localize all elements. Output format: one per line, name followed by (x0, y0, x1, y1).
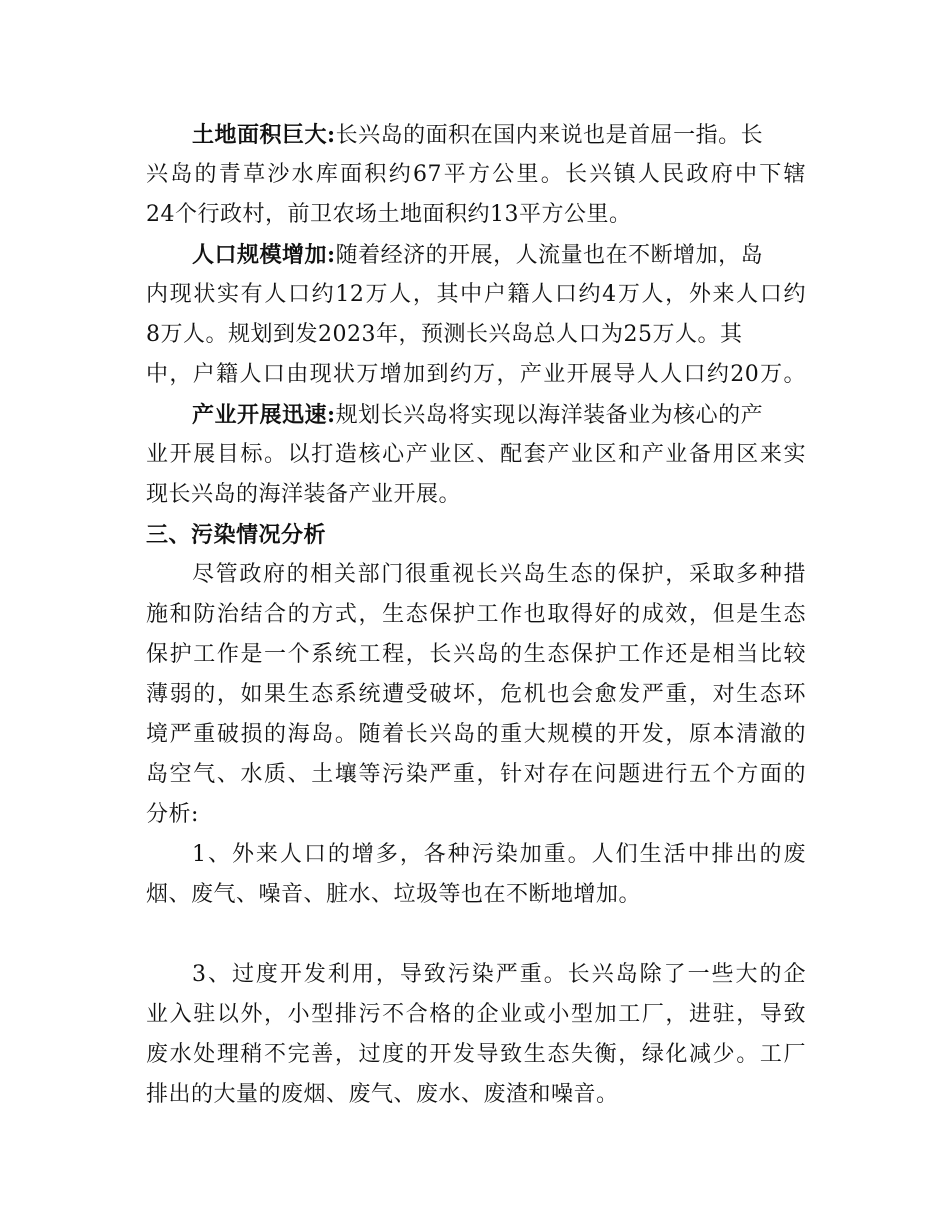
paragraph-population-line-1 (192, 238, 806, 273)
text-span: 随着经济的开展，人流量也在不断增加，岛 (335, 243, 764, 268)
paragraph-analysis-line-5: 境严重破损的海岛。随着长兴岛的重大规模的开发，原本清澈的 (146, 722, 806, 747)
paragraph-population-line-3: 8万人。规划到发2023年，预测长兴岛总人口为25万人。其 (146, 322, 743, 347)
paragraph-population-line-4: 中，户籍人口由现状万增加到约万，产业开展导人人口约20万。 (146, 362, 806, 387)
section-title: 三、污染情况分析 (146, 522, 327, 548)
paragraph-item-3-line-1: 3、过度开发利用，导致污染严重。长兴岛除了一些大的企 (192, 962, 806, 987)
paragraph-industry-line-3: 现长兴岛的海洋装备产业开展。 (146, 482, 462, 507)
paragraph-analysis-line-3: 保护工作是一个系统工程，长兴岛的生态保护工作还是相当比较 (146, 642, 806, 667)
paragraph-land-area-line-2: 兴岛的青草沙水库面积约67平方公里。长兴镇人民政府中下辖 (146, 162, 806, 187)
paragraph-analysis-line-1: 尽管政府的相关部门很重视长兴岛生态的保护，采取多种措 (192, 562, 806, 587)
paragraph-analysis-line-6: 岛空气、水质、土壤等污染严重，针对存在问题进行五个方面的 (146, 762, 806, 787)
text-span: 长兴岛的面积在国内来说也是首屈一指。长 (335, 123, 764, 148)
paragraph-industry-line-1 (192, 398, 806, 433)
heading-land-area: 土地面积巨大: (192, 122, 336, 148)
text-span: 规划长兴岛将实现以海洋装备业为核心的产 (335, 403, 764, 428)
paragraph-item-3-line-4: 排出的大量的废烟、废气、废水、废渣和噪音。 (146, 1082, 619, 1107)
heading-industry: 产业开展迅速: (192, 402, 336, 428)
paragraph-analysis-line-2: 施和防治结合的方式，生态保护工作也取得好的成效，但是生态 (146, 602, 806, 627)
paragraph-analysis-line-7: 分析: (146, 802, 199, 827)
paragraph-item-3-line-2: 业入驻以外，小型排污不合格的企业或小型加工厂，进驻，导致 (146, 1002, 806, 1027)
paragraph-item-1-line-1: 1、外来人口的增多，各种污染加重。人们生活中排出的废 (192, 842, 806, 867)
paragraph-land-area-line-1 (192, 118, 806, 153)
paragraph-population-line-2: 内现状实有人口约12万人，其中户籍人口约4万人，外来人口约 (146, 282, 806, 307)
paragraph-item-1-line-2: 烟、废气、噪音、脏水、垃圾等也在不断地增加。 (146, 882, 642, 907)
paragraph-industry-line-2: 业开展目标。以打造核心产业区、配套产业区和产业备用区来实 (146, 442, 806, 467)
paragraph-item-3-line-3: 废水处理稍不完善，过度的开发导致生态失衡，绿化减少。工厂 (146, 1042, 806, 1067)
paragraph-analysis-line-4: 薄弱的，如果生态系统遭受破坏，危机也会愈发严重，对生态环 (146, 682, 806, 707)
paragraph-land-area-line-3: 24个行政村，前卫农场土地面积约13平方公里。 (146, 202, 632, 227)
heading-population: 人口规模增加: (192, 242, 336, 268)
